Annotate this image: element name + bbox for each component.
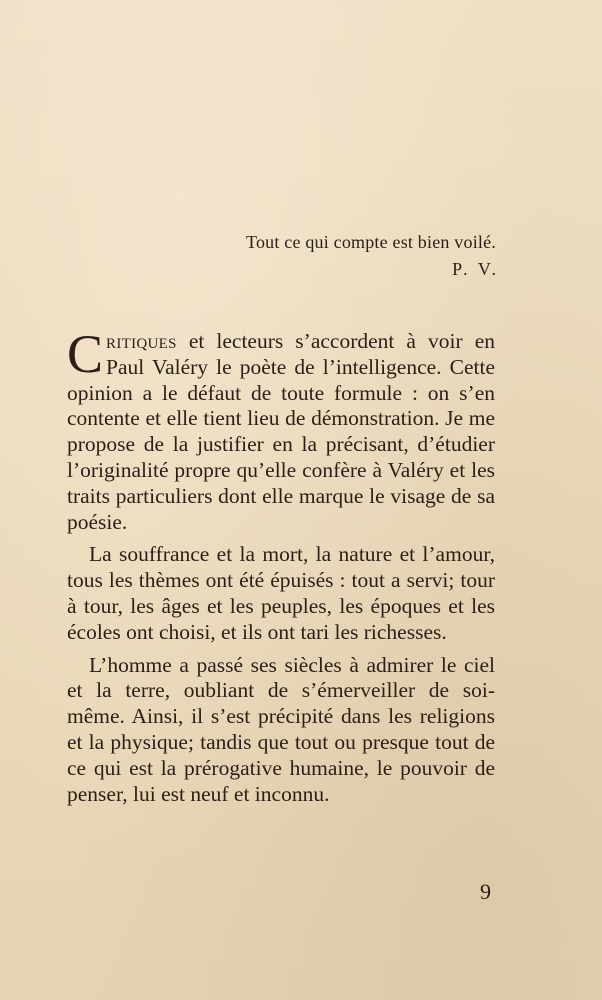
epigraph	[246, 229, 499, 283]
drop-cap: C	[67, 324, 104, 384]
paragraph-3-text: L’homme a passé ses siècles à admirer le ciel et la terre, oubliant de s’émerveiller de soi-même. Ainsi, il s’est précipité dans les religions et la physique; tandis que tout ou presque tout de ce qui est la prérogative humaine, le pouvoir de penser, lui est neuf et inconnu.	[67, 652, 495, 806]
paragraph-2	[67, 542, 495, 645]
paragraph-3	[67, 653, 495, 808]
body-text	[67, 324, 495, 814]
paragraph-2-text: La souffrance et la mort, la nature et l’amour, tous les thèmes ont été épuisés : tout a servi; tour à tour, les âges et les peuples, les époques et les écoles ont choisi, et ils ont tari les richesses.	[67, 542, 495, 644]
page-number: 9	[480, 879, 491, 904]
epigraph-attribution: P. V.	[452, 259, 499, 279]
paragraph-1	[67, 324, 495, 535]
epigraph-quote: Tout ce qui compte est bien voilé.	[246, 232, 496, 252]
paragraph-lead-smallcaps: ritiques	[106, 329, 177, 353]
paragraph-1-text: et lecteurs s’accordent à voir en Paul Valéry le poète de l’intelligence. Cette opinion a le défaut de toute formule : on s’en contente et elle tient lieu de démonstration. Je me propose de la justifier en la précisant, d’étudier l’originalité propre qu’elle confère à Valéry et les traits particuliers dont elle marque le visage de sa poésie.	[67, 329, 495, 534]
